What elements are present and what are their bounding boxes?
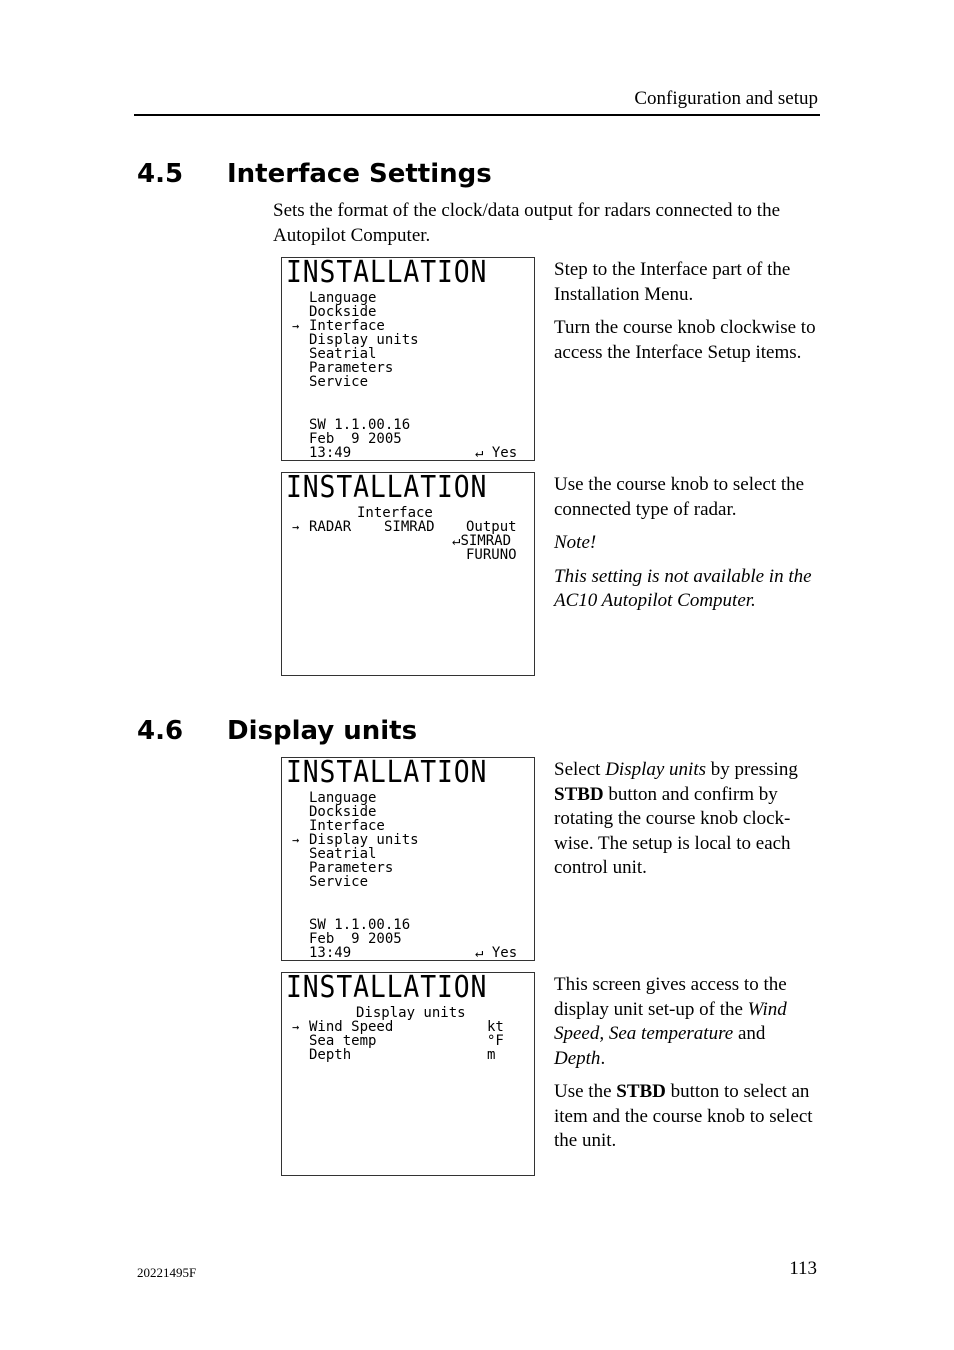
section-number: 4.6 — [137, 716, 184, 746]
lcd-title: INSTALLATION — [286, 755, 488, 790]
unit-row-value: kt — [487, 1019, 504, 1035]
note-text: This setting is not available in the AC10 Autopilot Computer. — [554, 565, 812, 611]
description-paragraph: Step to the Interface part of the Installation Menu. — [554, 259, 791, 305]
radar-label: RADAR — [309, 519, 352, 535]
menu-item: Language — [309, 290, 377, 306]
lcd-menu — [292, 790, 419, 890]
description-paragraph: Select Display units by pressing STBD button and confirm by rotating the course knob clock-wise. The setup is local to each control unit. — [554, 759, 798, 878]
unit-row-value: m — [487, 1047, 496, 1063]
menu-item: Display units — [309, 332, 419, 348]
section-title: Interface Settings — [227, 159, 492, 189]
selection-arrow-icon: → — [292, 520, 300, 534]
software-version: SW 1.1.00.16 — [309, 417, 411, 433]
confirm-indicator: ↵ Yes — [475, 445, 518, 461]
screen3-description — [554, 758, 816, 890]
unit-row-label: Depth — [309, 1047, 352, 1063]
clock-time: 13:49 — [309, 445, 352, 461]
selection-arrow-icon: → — [292, 833, 300, 847]
unit-row-label: Wind Speed — [309, 1019, 394, 1035]
description-paragraph: Turn the course knob clockwise to access the Interface Setup items. — [554, 317, 816, 363]
software-date: Feb 9 2005 — [309, 931, 402, 947]
screen1-description — [554, 258, 816, 374]
menu-item-selected: → Interface — [292, 318, 385, 334]
clock-time: 13:49 — [309, 945, 352, 961]
menu-item: Parameters — [309, 360, 394, 376]
menu-item: Dockside — [309, 804, 377, 820]
selection-arrow-icon: → — [292, 1020, 300, 1034]
section-intro: Sets the format of the clock/data output for radars connected to the Autopilot Computer. — [273, 200, 781, 246]
lcd-title: INSTALLATION — [286, 970, 488, 1005]
lcd-title: INSTALLATION — [286, 470, 488, 505]
lcd-screen-installation-menu — [281, 757, 535, 961]
radar-value: SIMRAD — [384, 519, 435, 535]
output-option: FURUNO — [466, 547, 517, 563]
menu-item: Service — [309, 374, 369, 390]
note-label: Note! — [554, 532, 597, 553]
menu-item: Language — [309, 790, 377, 806]
software-date: Feb 9 2005 — [309, 431, 402, 447]
lcd-screen-display-units — [281, 972, 535, 1176]
lcd-title: INSTALLATION — [286, 255, 488, 290]
screen4-description — [554, 973, 816, 1163]
output-label: Output — [466, 519, 517, 535]
description-paragraph: This screen gives access to the display unit set-up of the Wind Speed, Sea temperature and Depth. — [554, 974, 787, 1069]
lcd-subtitle: Display units — [356, 1005, 466, 1021]
page-number: 113 — [789, 1258, 817, 1279]
menu-item: Dockside — [309, 304, 377, 320]
description-paragraph: Use the course knob to select the connected type of radar. — [554, 474, 805, 520]
unit-row-value: °F — [487, 1033, 504, 1049]
menu-item-selected: → Display units — [292, 832, 419, 848]
software-version: SW 1.1.00.16 — [309, 917, 411, 933]
lcd-screen-installation-menu — [281, 257, 535, 461]
description-paragraph: Use the STBD button to select an item and the course knob to select the unit. — [554, 1081, 813, 1151]
confirm-indicator: ↵ Yes — [475, 945, 518, 961]
menu-item: Interface — [309, 818, 385, 834]
screen2-description — [554, 473, 816, 623]
running-header: Configuration and setup — [634, 88, 818, 109]
section-title: Display units — [227, 716, 418, 746]
selection-arrow-icon: → — [292, 319, 300, 333]
confirm-icon: ↵ — [452, 533, 461, 549]
confirm-icon: ↵ — [475, 945, 484, 961]
menu-item: Service — [309, 874, 369, 890]
menu-item: Seatrial — [309, 846, 377, 862]
document-number: 20221495F — [137, 1265, 197, 1280]
header-rule — [134, 114, 820, 116]
lcd-screen-interface — [281, 472, 535, 676]
section-number: 4.5 — [137, 159, 184, 189]
menu-item: Parameters — [309, 860, 394, 876]
menu-item: Seatrial — [309, 346, 377, 362]
confirm-icon: ↵ — [475, 445, 484, 461]
lcd-menu — [292, 290, 419, 390]
lcd-subtitle: Interface — [357, 505, 433, 521]
unit-row-label: Sea temp — [309, 1033, 377, 1049]
output-option-selected: ↵SIMRAD — [452, 533, 512, 549]
